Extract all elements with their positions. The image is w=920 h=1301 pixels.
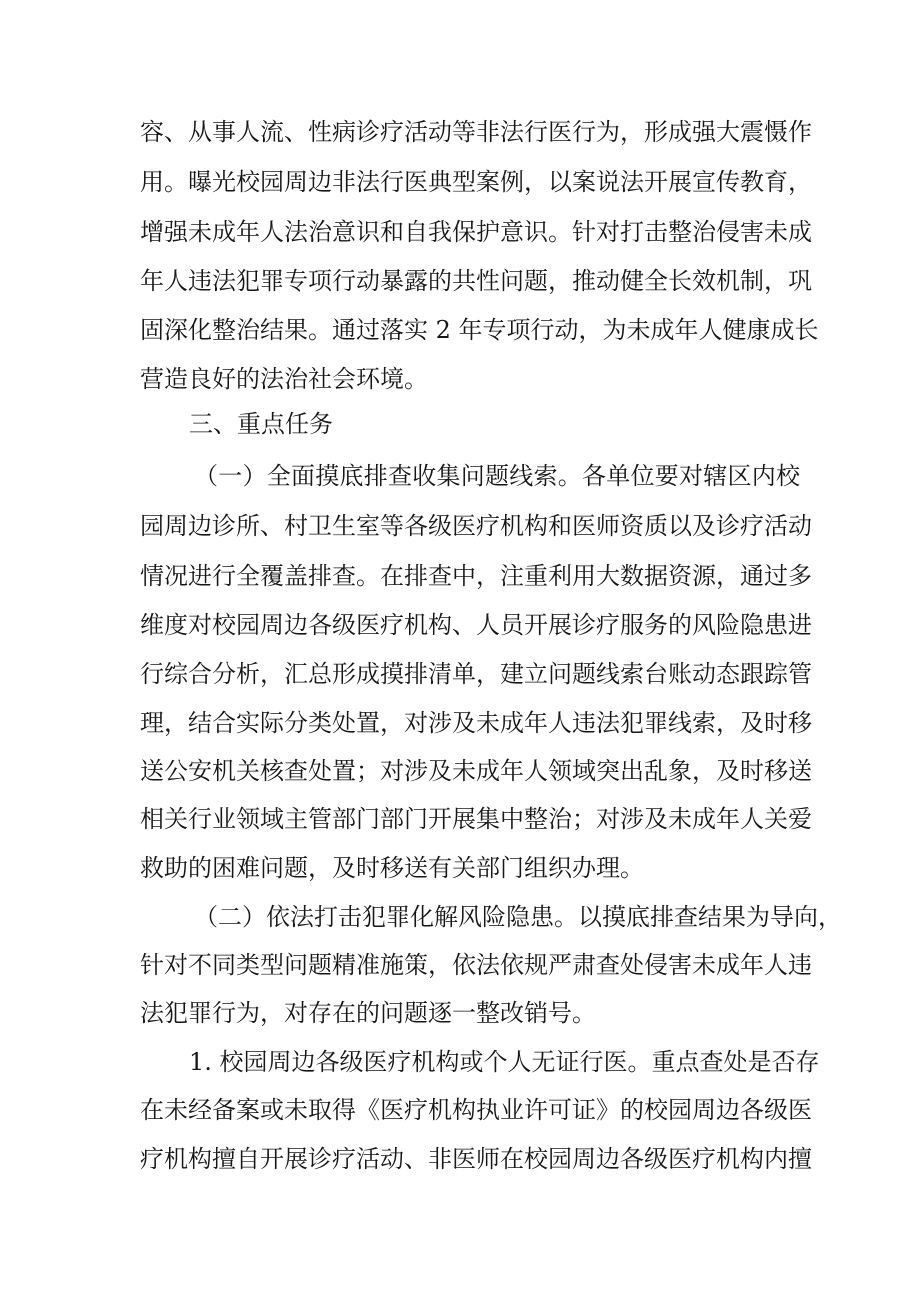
body-text-line: 针对不同类型问题精准施策，依法依规严肃查处侵害未成年人违 bbox=[140, 951, 812, 979]
subsection-heading-line: （二）依法打击犯罪化解风险隐患。以摸底排查结果为导向， bbox=[194, 903, 842, 931]
body-text-line: 增强未成年人法治意识和自我保护意识。针对打击整治侵害未成 bbox=[140, 218, 812, 246]
body-text-line: 情况进行全覆盖排查。在排查中，注重利用大数据资源，通过多 bbox=[140, 562, 812, 590]
body-text-line: 相关行业领域主管部门部门开展集中整治；对涉及未成年人关爱 bbox=[140, 805, 812, 833]
body-text-line: 理，结合实际分类处置，对涉及未成年人违法犯罪线索，及时移 bbox=[140, 709, 812, 737]
body-text-line: 用。曝光校园周边非法行医典型案例，以案说法开展宣传教育， bbox=[140, 168, 812, 196]
body-text-line: 救助的困难问题，及时移送有关部门组织办理。 bbox=[140, 854, 644, 882]
body-text-line: 园周边诊所、村卫生室等各级医疗机构和医师资质以及诊疗活动 bbox=[140, 512, 812, 540]
body-text-line: 固深化整治结果。通过落实 2 年专项行动，为未成年人健康成长 bbox=[140, 316, 819, 344]
body-text-line: 在未经备案或未取得《医疗机构执业许可证》的校园周边各级医 bbox=[140, 1096, 812, 1124]
body-text-line: 营造良好的法治社会环境。 bbox=[140, 365, 428, 393]
body-text-line: 行综合分析，汇总形成摸排清单，建立问题线索台账动态跟踪管 bbox=[140, 660, 812, 688]
body-text-line: 年人违法犯罪专项行动暴露的共性问题，推动健全长效机制，巩 bbox=[140, 267, 812, 295]
body-text-line: 维度对校园周边各级医疗机构、人员开展诊疗服务的风险隐患进 bbox=[140, 611, 812, 639]
numbered-item-line: 1. 校园周边各级医疗机构或个人无证行医。重点查处是否存 bbox=[189, 1048, 820, 1076]
subsection-heading-line: （一）全面摸底排查收集问题线索。各单位要对辖区内校 bbox=[194, 462, 800, 490]
body-text-line: 疗机构擅自开展诊疗活动、非医师在校园周边各级医疗机构内擅 bbox=[140, 1145, 812, 1173]
body-text-line: 法犯罪行为，对存在的问题逐一整改销号。 bbox=[140, 999, 596, 1027]
body-text-line: 容、从事人流、性病诊疗活动等非法行医行为，形成强大震慑作 bbox=[140, 118, 812, 146]
body-text-line: 送公安机关核查处置；对涉及未成年人领域突出乱象，及时移送 bbox=[140, 757, 812, 785]
section-heading: 三、重点任务 bbox=[189, 410, 333, 438]
